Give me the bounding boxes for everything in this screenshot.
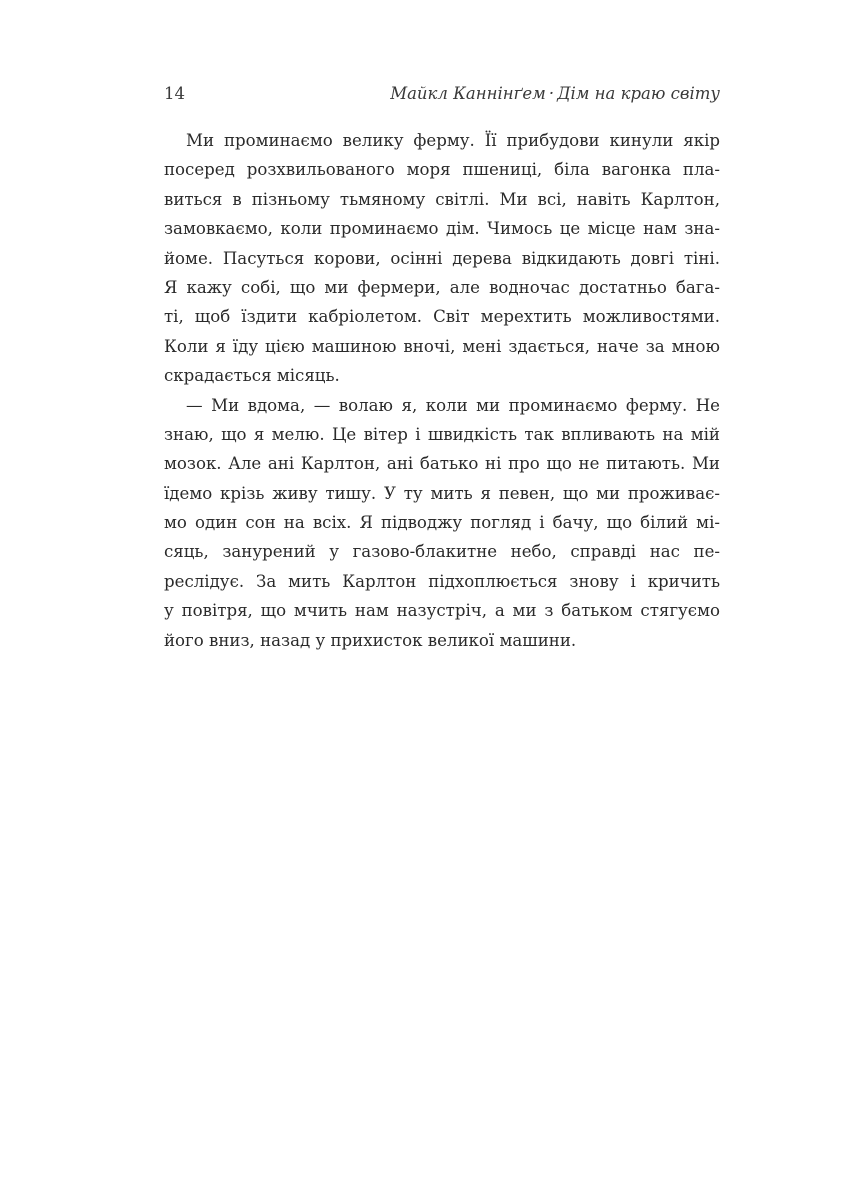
body-text	[164, 126, 720, 655]
book-title: Дім на краю світу	[557, 84, 720, 103]
header-separator: ·	[548, 84, 555, 103]
text-line: скрадається місяць.	[164, 366, 340, 386]
text-line: його вниз, назад у прихисток великої машини.	[164, 630, 577, 650]
text-line: реслідує. За мить Карлтон підхоплюється знову і кричить	[164, 571, 720, 591]
text-line: Ми проминаємо велику ферму. Її прибудови кинули якір	[186, 131, 720, 150]
text-line: сяць, занурений у газово-блакитне небо, справді нас пе-	[164, 542, 720, 562]
text-line: — Ми вдома, — волаю я, коли ми проминаємо ферму. Не	[186, 395, 720, 415]
author-name: Майкл Каннінґем	[390, 84, 546, 103]
text-line: ті, щоб їздити кабріолетом. Світ мерехтить можливостями.	[164, 307, 720, 327]
page-number: 14	[164, 84, 185, 103]
running-head	[164, 84, 720, 108]
text-line: мозок. Але ані Карлтон, ані батько ні про що не питають. Ми	[164, 454, 720, 474]
text-line: мо один сон на всіх. Я підводжу погляд і бачу, що білий мі-	[164, 513, 720, 533]
text-line: Я кажу собі, що ми фермери, але водночас достатньо бага-	[164, 277, 720, 297]
text-line: у повітря, що мчить нам назустріч, а ми з батьком стягуємо	[164, 601, 720, 621]
paragraph	[164, 391, 720, 656]
paragraph	[164, 126, 720, 391]
text-line: Коли я їду цією машиною вночі, мені здається, наче за мною	[164, 336, 720, 356]
text-line: посеред розхвильованого моря пшениці, біла вагонка пла-	[164, 160, 720, 180]
text-line: знаю, що я мелю. Це вітер і швидкість так впливають на мій	[164, 424, 720, 444]
running-title	[390, 84, 720, 103]
text-line: їдемо крізь живу тишу. У ту мить я певен, що ми проживає-	[164, 483, 720, 503]
text-line: замовкаємо, коли проминаємо дім. Чимось це місце нам зна-	[164, 219, 720, 239]
text-line: йоме. Пасуться корови, осінні дерева відкидають довгі тіні.	[164, 248, 720, 268]
text-line: виться в пізньому тьмяному світлі. Ми всі, навіть Карлтон,	[164, 189, 720, 209]
